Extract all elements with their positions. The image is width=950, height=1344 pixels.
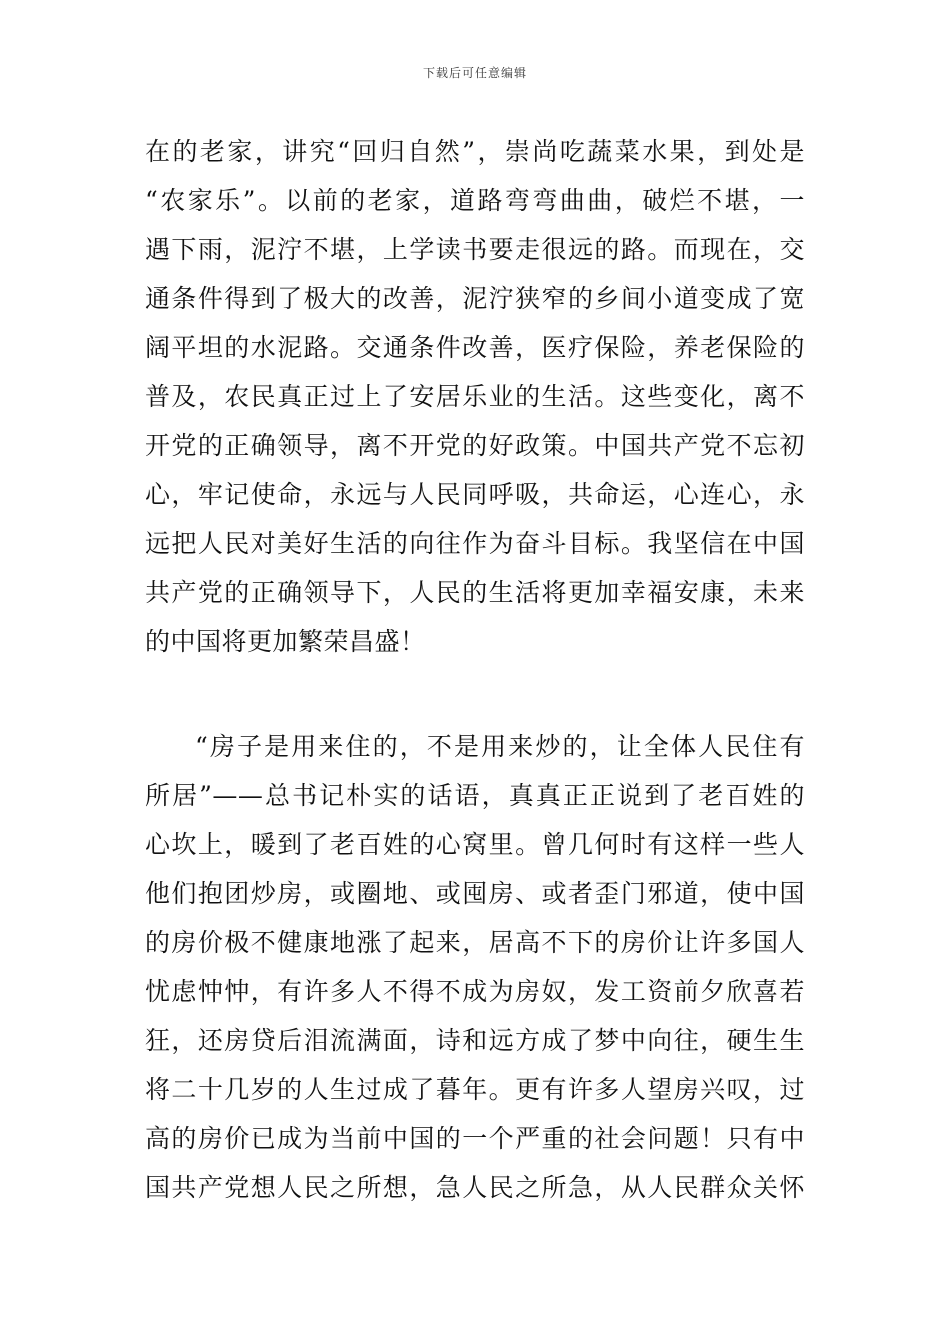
text-line: 开党的正确领导，离不开党的好政策。中国共产党不忘初 bbox=[145, 431, 805, 460]
text-line: 将二十几岁的人生过成了暮年。更有许多人望房兴叹，过 bbox=[145, 1075, 805, 1104]
paragraph-1 bbox=[145, 127, 805, 666]
text-line: 通条件得到了极大的改善，泥泞狭窄的乡间小道变成了宽 bbox=[145, 284, 805, 313]
text-line: “农家乐”。以前的老家，道路弯弯曲曲，破烂不堪，一 bbox=[145, 186, 805, 215]
text-line: 忧虑忡忡，有许多人不得不成为房奴，发工资前夕欣喜若 bbox=[145, 977, 805, 1006]
text-line: 阔平坦的水泥路。交通条件改善，医疗保险，养老保险的 bbox=[145, 333, 805, 362]
paragraph-2 bbox=[145, 722, 805, 1212]
text-line: 他们抱团炒房，或圈地、或囤房、或者歪门邪道，使中国 bbox=[145, 879, 805, 908]
text-line: 的中国将更加繁荣昌盛！ bbox=[145, 627, 426, 656]
text-line: “房子是用来住的，不是用来炒的，让全体人民住有 bbox=[195, 732, 805, 761]
text-line: 所居”——总书记朴实的话语，真真正正说到了老百姓的 bbox=[145, 781, 805, 810]
text-line: 狂，还房贷后泪流满面，诗和远方成了梦中向往，硬生生 bbox=[145, 1026, 805, 1055]
text-line: 心坎上，暖到了老百姓的心窝里。曾几何时有这样一些人 bbox=[145, 830, 805, 859]
text-line: 在的老家，讲究“回归自然”，崇尚吃蔬菜水果，到处是 bbox=[145, 137, 805, 166]
text-line: 遇下雨，泥泞不堪，上学读书要走很远的路。而现在，交 bbox=[145, 235, 805, 264]
text-line: 国共产党想人民之所想，急人民之所急，从人民群众关怀 bbox=[145, 1173, 805, 1202]
text-line: 心，牢记使命，永远与人民同呼吸，共命运，心连心，永 bbox=[145, 480, 805, 509]
text-line: 远把人民对美好生活的向往作为奋斗目标。我坚信在中国 bbox=[145, 529, 805, 558]
text-line: 高的房价已成为当前中国的一个严重的社会问题！只有中 bbox=[145, 1124, 805, 1153]
text-line: 普及，农民真正过上了安居乐业的生活。这些变化，离不 bbox=[145, 382, 805, 411]
text-line: 的房价极不健康地涨了起来，居高不下的房价让许多国人 bbox=[145, 928, 805, 957]
text-line: 共产党的正确领导下，人民的生活将更加幸福安康，未来 bbox=[145, 578, 805, 607]
page-header: 下载后可任意编辑 bbox=[422, 66, 527, 80]
